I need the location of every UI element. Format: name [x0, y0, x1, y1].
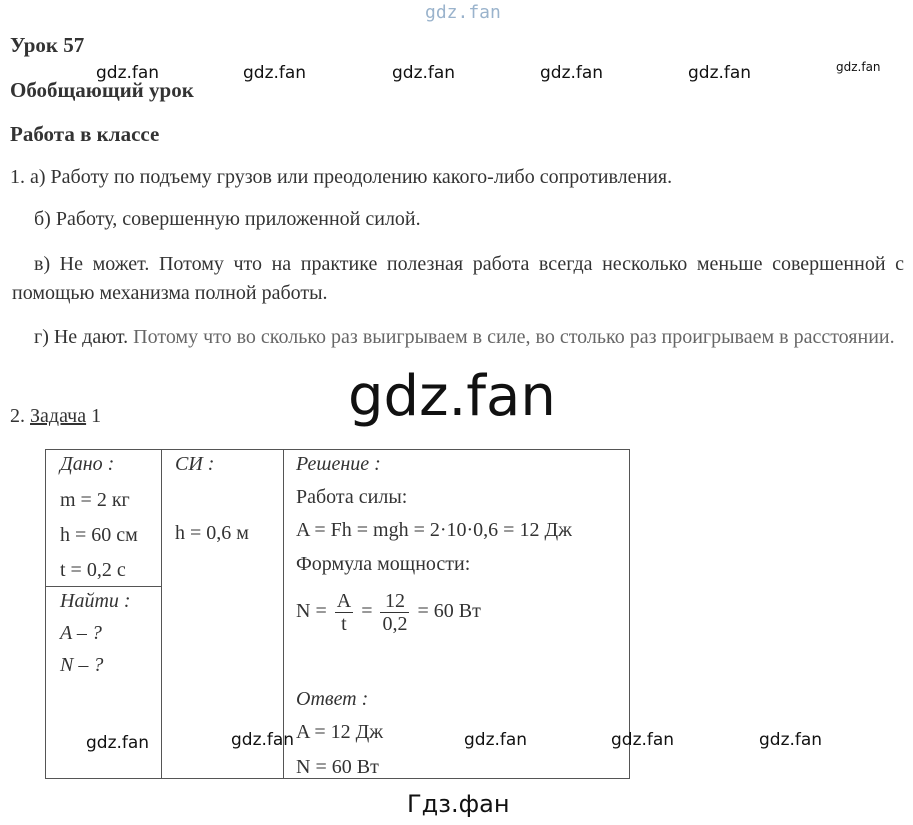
solution-header: Решение :: [296, 453, 381, 475]
answer-g-rest: Потому что во сколько раз выигрываем в силе, во столько раз проигрываем в расстоянии.: [128, 326, 895, 348]
table-divider-given: [161, 449, 162, 779]
answer-header: Ответ :: [296, 688, 369, 710]
find-work: A – ?: [60, 622, 102, 644]
watermark: gdz.fan: [243, 63, 307, 83]
find-header: Найти :: [60, 590, 131, 612]
fraction-numerator: A: [336, 590, 352, 612]
watermark: gdz.fan: [231, 730, 295, 750]
fraction-12-over-02: [380, 590, 409, 635]
fraction-denominator: t: [341, 613, 347, 635]
watermark: gdz.fan: [96, 63, 160, 83]
task-label: Задача: [30, 405, 87, 427]
watermark: gdz.fan: [611, 730, 675, 750]
answer-g-start: г) Не дают.: [34, 326, 129, 348]
watermark: gdz.fan: [86, 733, 150, 753]
answer-g: [12, 323, 904, 352]
answer-work: A = 12 Дж: [296, 721, 384, 743]
fraction-a-over-t: [335, 590, 353, 635]
given-mass: m = 2 кг: [60, 489, 130, 511]
watermark: gdz.fan: [464, 730, 528, 750]
table-border-top: [45, 449, 630, 450]
power-formula: N = $\frac{A}{t}$ = $\frac{12}{0,2}$ = 60 Вт: [296, 590, 481, 635]
task-heading: [10, 405, 101, 428]
watermark-bottom: Гдз.фан: [407, 790, 510, 818]
answer-v: в) Не может. Потому что на практике полезная работа всегда несколько меньше совершенной с помощью механизма полной работы.: [12, 253, 904, 304]
table-border-left: [45, 449, 46, 779]
work-label: Работа силы:: [296, 486, 408, 508]
answer-a: 1. а) Работу по подъему грузов или преодолению какого-либо сопротивления.: [10, 166, 673, 188]
si-header: СИ :: [175, 453, 215, 475]
watermark: gdz.fan: [540, 63, 604, 83]
watermark: gdz.fan: [759, 730, 823, 750]
answer-power: N = 60 Вт: [296, 756, 379, 778]
given-time: t = 0,2 с: [60, 559, 126, 581]
find-power: N – ?: [60, 654, 104, 676]
watermark-big: gdz.fan: [348, 364, 556, 429]
section-title: Работа в классе: [10, 122, 160, 146]
watermark-small: gdz.fan: [836, 60, 881, 74]
si-height: h = 0,6 м: [175, 522, 249, 544]
fraction-numerator: 12: [380, 590, 409, 613]
task-number: 2.: [10, 405, 25, 427]
power-result: = 60 Вт: [417, 600, 481, 623]
watermark: gdz.fan: [688, 63, 752, 83]
answer-b: б) Работу, совершенную приложенной силой.: [34, 208, 421, 230]
fraction-denominator: 0,2: [382, 613, 408, 635]
watermark-top: gdz.fan: [425, 2, 501, 23]
power-label: Формула мощности:: [296, 553, 471, 575]
work-formula: A = Fh = mgh = 2·10·0,6 = 12 Дж: [296, 519, 572, 541]
watermark: gdz.fan: [392, 63, 456, 83]
given-height: h = 60 см: [60, 524, 138, 546]
power-lhs: N =: [296, 600, 327, 623]
task-index: 1: [91, 405, 102, 427]
given-header: Дано :: [60, 453, 115, 475]
table-divider-find: [45, 586, 162, 587]
lesson-title: Урок 57: [10, 33, 85, 57]
lesson-subtitle: Обобщающий урок: [10, 78, 194, 102]
